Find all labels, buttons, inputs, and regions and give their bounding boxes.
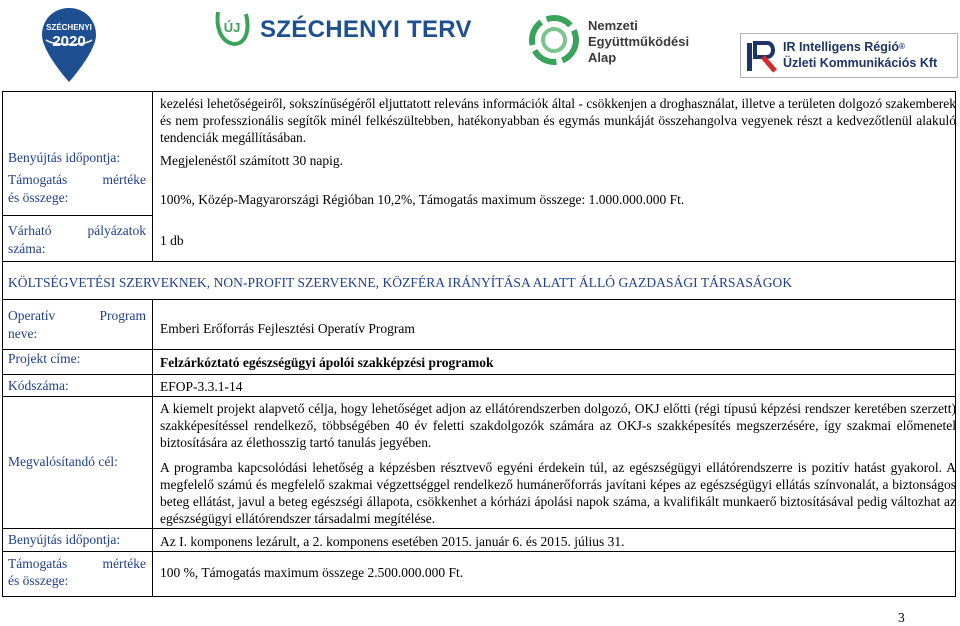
uj-szechenyi-terv-logo [212, 8, 472, 48]
column-divider-bottom [152, 299, 153, 597]
deadline-value: Megjelenéstől számított 30 napig. [160, 153, 343, 168]
nea-line3: Alap [588, 50, 617, 65]
count-label-line1: Várható pályázatok [8, 223, 146, 238]
code-label: Kódszáma: [8, 378, 69, 393]
amount-label-2-line1: Támogatás mértéke [8, 556, 146, 571]
szechenyi-2020-logo [40, 6, 98, 84]
row-rule [2, 528, 956, 529]
uj-mark-text: ÚJ [223, 20, 241, 35]
row-rule [2, 91, 956, 92]
section-title: KÖLTSÉGVETÉSI SZERVEKNEK, NON-PROFIT SZERVEKNE, KÖZFÉRA IRÁNYÍTÁSA ALATT ÁLLÓ GAZDASÁGI TÁRSASÁGOK [8, 275, 793, 290]
amount-label-line2: és összege: [8, 190, 69, 205]
nea-ring-icon [528, 14, 580, 66]
count-label-line2: száma: [8, 241, 46, 256]
amount-label-line1: Támogatás mértéke [8, 172, 146, 187]
amount-label-2-line2: és összege: [8, 573, 69, 588]
goal-label: Megvalósítandó cél: [8, 454, 118, 469]
row-rule [2, 261, 956, 262]
uj-mark [212, 8, 252, 48]
goal-paragraph-1: A kiemelt projekt alapvető célja, hogy lehetőséget adjon az ellátórendszerben dolgozó, OKJ előtti (régi típusú képzési rendszer keretében szerzett) szakképesítéssel rendelkező, többségében 40 év feletti szakdolgozók számára az OKJ-s szakképesítés megszerzésére, így szakmai előmenetel biztosítására az élethosszig tartó tanulás jegyében. [160, 401, 956, 450]
count-value: 1 db [160, 233, 184, 248]
row-rule [2, 596, 956, 597]
program-label-line1: Operatív Program [8, 308, 146, 323]
szechenyi-terv-text: SZÉCHENYI TERV [260, 16, 472, 43]
page-number: 3 [898, 610, 905, 625]
nea-line2: Együttműködési [588, 34, 690, 49]
project-label: Projekt címe: [8, 351, 81, 366]
ir-text [783, 39, 937, 71]
ir-line2: Üzleti Kommunikációs Kft [783, 56, 938, 70]
szechenyi-2020-line2: 2020 [52, 33, 86, 50]
intro-text: kezelési lehetőségeiről, sokszínűségéről eljuttatott releváns információk által - csökkenjen a droghasználat, illetve a területen dolgozó szakemberek és nem professzionális segítők minél felkészültebben, hatékonyabban és egymás munkáját összehangolva vegyenek részt a kedvezőtlenül alakuló tendenciák megállításában. [160, 96, 956, 145]
row-rule [2, 215, 152, 216]
code-value: EFOP-3.3.1-14 [160, 379, 243, 394]
project-value: Felzárkóztató egészségügyi ápolói szakképzési programok [160, 355, 494, 370]
nea-logo [528, 12, 703, 68]
program-value: Emberi Erőforrás Fejlesztési Operatív Program [160, 321, 415, 336]
deadline-label: Benyújtás időpontja: [8, 150, 121, 165]
amount-value: 100%, Közép-Magyarországi Régióban 10,2%, Támogatás maximum összege: 1.000.000.000 Ft. [160, 192, 685, 207]
nea-text [588, 18, 689, 66]
amount-value-2: 100 %, Támogatás maximum összege 2.500.000.000 Ft. [160, 565, 464, 580]
row-rule [2, 299, 956, 300]
ir-line1: IR Intelligens Régió [783, 40, 899, 54]
deadline-label-2: Benyújtás időpontja: [8, 532, 121, 547]
row-rule [2, 551, 956, 552]
szechenyi-2020-line1: SZÉCHENYI [46, 23, 92, 32]
table-border-left [2, 91, 3, 597]
ir-registered: ® [899, 42, 905, 51]
nea-line1: Nemzeti [588, 18, 638, 33]
goal-paragraph-2: A programba kapcsolódási lehetőség a képzésben résztvevő egyéni érdekein túl, az egészségügyi ellátórendszerre is pozitív hatást gyakorol. A megfelelő számú és megfelelő szakmai végzettséggel rendelkező humánerőforrás javítani képes az egészségügyi ellátás színvonalát, a biztonságos beteg ellátást, javul a beteg egészségi állapota, csökkenhet a kórházi ápolási napok száma, a kvalifikált munkaerő biztosításával pedig változhat az egészségügyi ellátórendszer társadalmi megítélése. [160, 460, 956, 526]
tender-table [2, 91, 956, 597]
row-rule [2, 374, 956, 375]
row-rule [2, 396, 956, 397]
ir-logo [740, 33, 958, 78]
deadline-value-2: Az I. komponens lezárult, a 2. komponens esetében 2015. január 6. és 2015. július 31. [160, 534, 625, 549]
column-divider-top [152, 91, 153, 261]
logo-header [0, 0, 960, 86]
ir-mark-icon [745, 37, 781, 75]
program-label-line2: neve: [8, 326, 38, 341]
